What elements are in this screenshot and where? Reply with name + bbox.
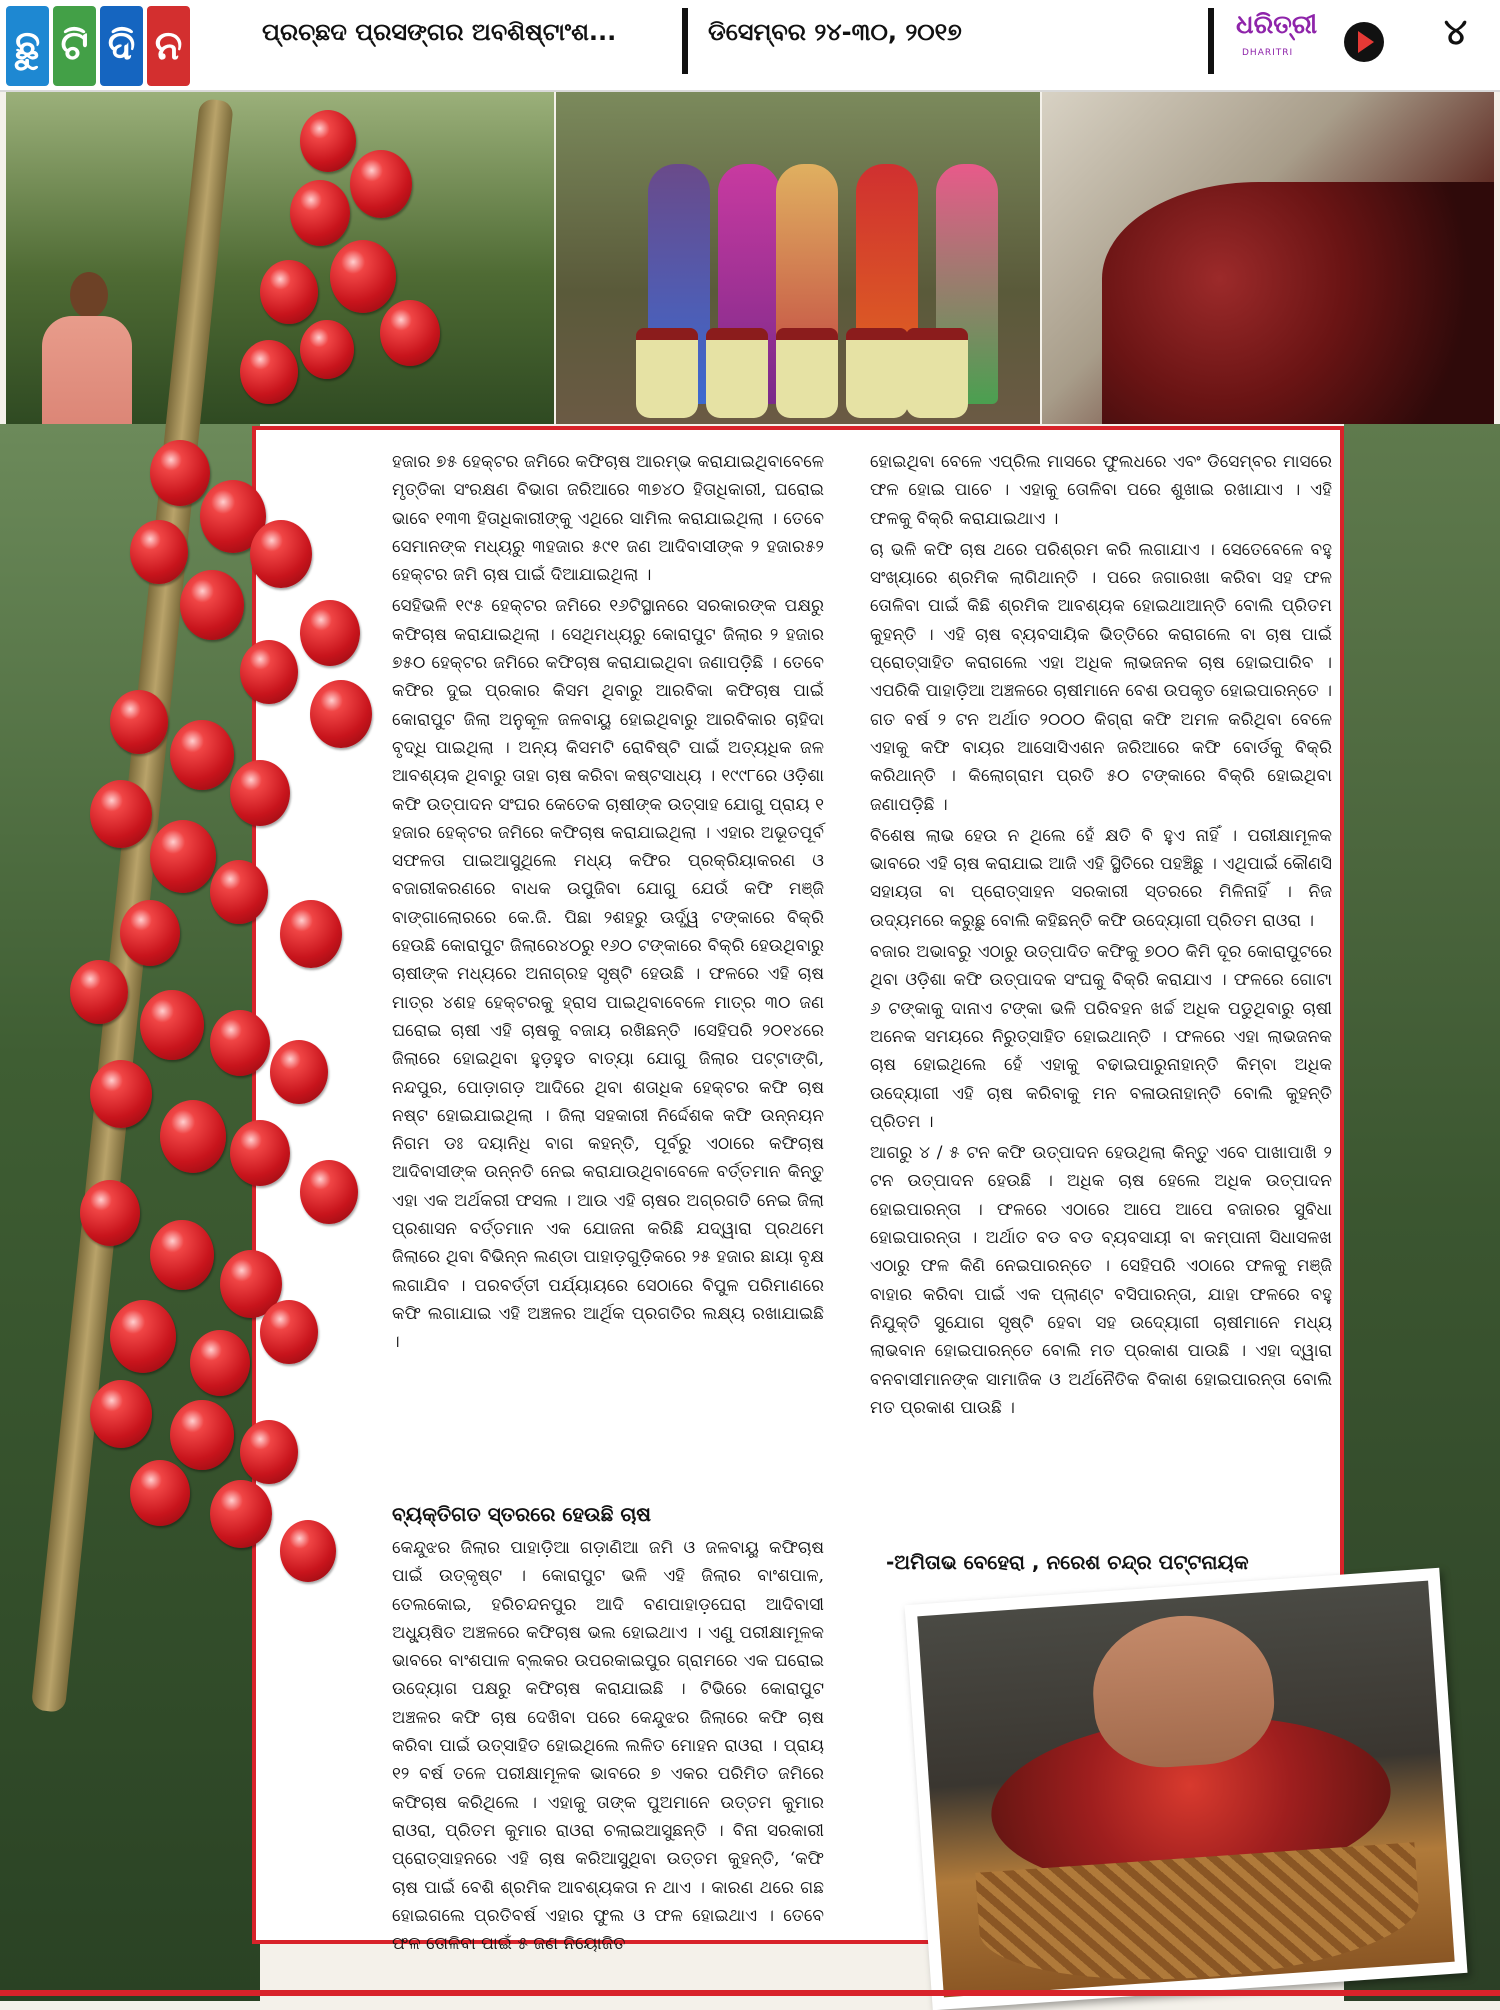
coffee-cherry	[240, 1420, 298, 1484]
dharitri-logo-sub: DHARITRI	[1242, 48, 1294, 58]
logo-letter: ନ	[147, 6, 190, 86]
article-paragraph: ବିଶେଷ ଲାଭ ହେଉ ନ ଥିଲେ ହେଁ କ୍ଷତି ବି ହୁଏ ନାହିଁ । ପରୀକ୍ଷାମୂଳକ ଭାବରେ ଏହି ଚାଷ କରାଯାଇ ଆଜି ଏହି ସ୍ଥିତିରେ ପହଞ୍ଚିଛୁ । ଏଥିପାଇଁ କୌଣସି ସହାୟତା ବା ପ୍ରୋତ୍ସାହନ ସରକାରୀ ସ୍ତରରେ ମିଳିନାହିଁ । ନିଜ ଉଦ୍ୟମରେ କରୁଛୁ ବୋଲି କହିଛନ୍ତି କଫି ଉଦ୍ୟୋଗୀ ପ୍ରିତମ ରାଓରା ।	[870, 825, 1332, 931]
coffee-cherry	[310, 680, 372, 748]
coffee-cherry	[240, 340, 298, 404]
article-paragraph: ବଜାର ଅଭାବରୁ ଏଠାରୁ ଉତ୍ପାଦିତ କଫିକୁ ୭୦୦ କିମି ଦୂର କୋରାପୁଟରେ ଥିବା ଓଡ଼ିଶା କଫି ଉତ୍ପାଦକ ସଂଘକୁ ବିକ୍ରି କରାଯାଏ । ଫଳରେ ଗୋଟା ୬ ଟଙ୍କାକୁ ଦାନାଏ ଟଙ୍କା ଭଳି ପରିବହନ ଖର୍ଚ୍ଚ ଅଧିକ ପଡୁଥିବାରୁ ଚାଷୀ ଅନେକ ସମୟରେ ନିରୁତ୍ସାହିତ ହୋଇଥାନ୍ତି । ଫଳରେ ଏହା ଲାଭଜନକ ଚାଷ ହୋଇଥିଲେ ହେଁ ଏହାକୁ ବଢାଇପାରୁନାହାନ୍ତି କିମ୍ବା ଅଧିକ ଉଦ୍ୟୋଗୀ ଏହି ଚାଷ କରିବାକୁ ମନ ବଳାଉନାହାନ୍ତି ବୋଲି କୁହନ୍ତି ପ୍ରିତମ ।	[870, 942, 1332, 1132]
coffee-cherry	[290, 180, 350, 246]
article-column-left-lower	[392, 1534, 824, 1961]
coffee-cherry	[300, 600, 360, 666]
article-paragraph: ଚା ଭଳି କଫି ଚାଷ ଥରେ ପରିଶ୍ରମ କରି ଲଗାଯାଏ । ସେତେବେଳେ ବହୁ ସଂଖ୍ୟାରେ ଶ୍ରମିକ ଲାଗିଥାନ୍ତି । ପରେ ଜଗାରଖା କରିବା ସହ ଫଳ ତୋଳିବା ପାଇଁ କିଛି ଶ୍ରମିକ ଆବଶ୍ୟକ ହୋଇଥାଆନ୍ତି ବୋଲି ପ୍ରିତମ କୁହନ୍ତି । ଏହି ଚାଷ ବ୍ୟବସାୟିକ ଭିତ୍ତିରେ କରାଗଲେ ବା ଚାଷ ପାଇଁ ପ୍ରୋତ୍ସାହିତ କରାଗଲେ ଏହା ଅଧିକ ଲାଭଜନକ ଚାଷ ହୋଇପାରିବ । ଏପରିକି ପାହାଡ଼ିଆ ଅଞ୍ଚଳରେ ଚାଷୀମାନେ ବେଶ ଉପକୃତ ହୋଇପାରନ୍ତେ । ଗତ ବର୍ଷ ୨ ଟନ ଅର୍ଥାତ ୨୦୦୦ କିଗ୍ରା କଫି ଅମଳ କରିଥିବା ବେଳେ ଏହାକୁ କଫି ବାୟର ଆସୋସିଏଶନ ଜରିଆରେ କଫି ବୋର୍ଡକୁ ବିକ୍ରି କରିଥାନ୍ତି । କିଲୋଗ୍ରାମ ପ୍ରତି ୫୦ ଟଙ୍କାରେ ବିକ୍ରି ହୋଇଥିବା ଜଣାପଡ଼ିଛି ।	[870, 539, 1332, 815]
coffee-cherry	[90, 1060, 152, 1128]
coffee-cherry	[270, 1040, 328, 1104]
coffee-cherry	[170, 720, 234, 790]
coffee-cherry	[230, 760, 290, 826]
article-paragraph: ହଜାର ୭୫ ହେକ୍ଟର ଜମିରେ କଫିଚାଷ ଆରମ୍ଭ କରାଯାଇଥିବାବେଳେ ମୃତ୍ତିକା ସଂରକ୍ଷଣ ବିଭାଗ ଜରିଆରେ ୩୭୪୦ ହିତାଧିକାରୀ, ଘରୋଇ ଭାବେ ୧୩୩ ହିତାଧିକାରୀଙ୍କୁ ଏଥିରେ ସାମିଲ କରାଯାଇଥିଲା । ତେବେ ସେମାନଙ୍କ ମଧ୍ୟରୁ ୩ହଜାର ୫୯୧ ଜଣ ଆଦିବାସୀଙ୍କ ୨ ହଜାର୫୨ ହେକ୍ଟର ଜମି ଚାଷ ପାଇଁ ଦିଆଯାଇଥିଲା ।	[392, 452, 824, 586]
bottom-rule	[0, 1990, 1500, 1996]
photo-coffee-beans-sack	[1042, 92, 1494, 424]
coffee-cherry	[90, 1380, 152, 1448]
coffee-cherry	[260, 1300, 318, 1364]
coffee-cherry	[240, 640, 298, 704]
coffee-cherry	[90, 780, 152, 848]
article-column-right	[870, 448, 1332, 1425]
logo-letter: ଛୁ	[6, 6, 49, 86]
page-number: ୪	[1444, 12, 1468, 53]
coffee-cherry	[140, 990, 204, 1060]
masthead	[0, 0, 1500, 92]
coffee-cherry	[130, 520, 188, 584]
article-paragraph: ହୋଇଥିବା ବେଳେ ଏପ୍ରିଲ ମାସରେ ଫୁଲଧରେ ଏବଂ ଡିସେମ୍ବର ମାସରେ ଫଳ ହୋଇ ପାଚେ । ଏହାକୁ ତୋଳିବା ପରେ ଶୁଖାଇ ରଖାଯାଏ । ଏହି ଫଳକୁ ବିକ୍ରି କରାଯାଇଥାଏ ।	[870, 452, 1332, 529]
coffee-cherry	[230, 1120, 290, 1186]
coffee-cherry	[300, 1160, 358, 1224]
coffee-cherry	[110, 690, 168, 754]
logo-letter: ଟି	[53, 6, 96, 86]
coffee-cherry	[190, 1330, 250, 1396]
article-paragraph: ସେହିଭଳି ୧୯୫ ହେକ୍ଟର ଜମିରେ ୧୬ଟିସ୍ଥାନରେ ସରକାରଙ୍କ ପକ୍ଷରୁ କଫିଚାଷ କରାଯାଇଥିଲା । ସେଥିମଧ୍ୟରୁ କୋରାପୁଟ ଜିଲାର ୨ ହଜାର ୭୫୦ ହେକ୍ଟର ଜମିରେ କଫିଚାଷ କରାଯାଇଥିବା ଜଣାପଡ଼ିଛି । ତେବେ କଫିର ଦୁଇ ପ୍ରକାର କିସମ ଥିବାରୁ ଆରବିକା କଫିଚାଷ ପାଇଁ କୋରାପୁଟ ଜିଲା ଅନୁକୂଳ ଜଳବାୟୁ ହୋଇଥିବାରୁ ଆରବିକାର ଚାହିଦା ବୃଦ୍ଧି ପାଇଥିଲା । ଅନ୍ୟ କିସମଟି ରୋବିଷ୍ଟି ପାଇଁ ଅତ୍ୟଧିକ ଜଳ ଆବଶ୍ୟକ ଥିବାରୁ ତାହା ଚାଷ କରିବା କଷ୍ଟସାଧ୍ୟ । ୧୯୯୮ରେ ଓଡ଼ିଶା କଫି ଉତ୍ପାଦନ ସଂଘର କେତେକ ଚାଷୀଙ୍କ ଉତ୍ସାହ ଯୋଗୁ ପ୍ରାୟ ୧ ହଜାର ହେକ୍ଟର ଜମିରେ କଫିଚାଷ କରାଯାଇଥିଲା । ଏହାର ଅଭୂତପୂର୍ବ ସଫଳତା ପାଇଆସୁଥିଲେ ମଧ୍ୟ କଫିର ପ୍ରକ୍ରିୟାକରଣ ଓ ବଜାରୀକରଣରେ ବାଧକ ଉପୁଜିବା ଯୋଗୁ ଯେଉଁ କଫି ମଞ୍ଜି ବାଙ୍ଗାଲୋରରେ କେ.ଜି. ପିଛା ୨ଶହରୁ ଊର୍ଦ୍ଧ୍ୱ ଟଙ୍କାରେ ବିକ୍ରି ହେଉଛି କୋରାପୁଟ ଜିଲାରେ୪୦ରୁ ୧୬୦ ଟଙ୍କାରେ ବିକ୍ରି ହେଉଥିବାରୁ ଚାଷୀଙ୍କ ମଧ୍ୟରେ ଅନାଗ୍ରହ ସୃଷ୍ଟି ହେଉଛି । ଫଳରେ ଏହି ଚାଷ ମାତ୍ର ୪ଶହ ହେକ୍ଟରକୁ ହ୍ରାସ ପାଇଥିବାବେଳେ ମାତ୍ର ୩୦ ଜଣ ଘରୋଇ ଚାଷୀ ଏହି ଚାଷକୁ ବଜାୟ ରଖିଛନ୍ତି ।ସେହିପରି ୨୦୧୪ରେ ଜିଲାରେ ହୋଇଥିବା ହୁଡ଼ହୁଡ ବାତ୍ୟା ଯୋଗୁ ଜିଲାର ପଟ୍ଟାଙ୍ଗି, ନନ୍ଦପୁର, ପୋଡ଼ାଗଡ଼ ଆଦିରେ ଥିବା ଶତାଧିକ ହେକ୍ଟର କଫି ଚାଷ ନଷ୍ଟ ହୋଇଯାଇଥିଲା । ଜିଲା ସହକାରୀ ନିର୍ଦ୍ଦେଶକ କଫି ଉନ୍ନୟନ ନିଗମ ଡଃ ଦୟାନିଧି ବାଗ କହନ୍ତି, ପୂର୍ବରୁ ଏଠାରେ କଫିଚାଷ ଆଦିବାସୀଙ୍କ ଉନ୍ନତି ନେଇ କରାଯାଉଥିବାବେଳେ ବର୍ତ୍ତମାନ କିନ୍ତୁ ଏହା ଏକ ଅର୍ଥକରୀ ଫସଲ । ଆଉ ଏହି ଚାଷର ଅଗ୍ରଗତି ନେଇ ଜିଲା ପ୍ରଶାସନ ବର୍ତ୍ତମାନ ଏକ ଯୋଜନା କରିଛି ଯଦ୍ୱାରା ପ୍ରଥମେ ଜିଲାରେ ଥିବା ବିଭିନ୍ନ ଲଣ୍ଡା ପାହାଡ଼ଗୁଡ଼ିକରେ ୨୫ ହଜାର ଛାୟା ବୃକ୍ଷ ଲଗାଯିବ । ପରବର୍ତ୍ତୀ ପର୍ଯ୍ୟାୟରେ ସେଠାରେ ବିପୁଳ ପରିମାଣରେ କଫି ଲଗାଯାଇ ଏହି ଅଞ୍ଚଳର ଆର୍ଥିକ ପ୍ରଗତିର ଲକ୍ଷ୍ୟ ରଖାଯାଇଛି ।	[392, 596, 824, 1353]
coffee-cherry	[350, 150, 412, 218]
coffee-cherry	[150, 820, 216, 893]
article-subheading: ବ୍ୟକ୍ତିଗତ ସ୍ତରରେ ହେଉଛି ଚାଷ	[392, 1502, 652, 1526]
divider	[682, 8, 688, 74]
coffee-cherry	[300, 320, 354, 379]
coffee-cherry	[80, 1180, 140, 1246]
coffee-cherry	[120, 900, 180, 966]
coffee-cherry	[160, 1100, 226, 1173]
coffee-cherry	[250, 520, 312, 588]
coffee-cherry	[210, 1010, 270, 1076]
coffee-cherry	[300, 110, 356, 172]
article-column-left	[392, 448, 824, 1360]
coffee-cherry	[130, 1460, 190, 1526]
coffee-cherry	[110, 1300, 176, 1373]
hands-holding-cherries	[1088, 1610, 1278, 1772]
photo-coffee-basket	[904, 1568, 1467, 2010]
coffee-cherry	[180, 570, 244, 640]
coffee-cherry	[150, 1220, 214, 1290]
farmer-figure	[42, 272, 132, 424]
photo-women-coffee-sacks	[556, 92, 1040, 424]
issue-date: ଡିସେମ୍ବର ୨୪-୩୦, ୨୦୧୭	[708, 18, 962, 46]
coffee-cherry	[150, 440, 210, 506]
article-paragraph: ଆଗରୁ ୪ / ୫ ଟନ କଫି ଉତ୍ପାଦନ ହେଉଥିଲା କିନ୍ତୁ ଏବେ ପାଖାପାଖି ୨ ଟନ ଉତ୍ପାଦନ ହେଉଛି । ଅଧିକ ଚାଷ ହେଲେ ଅଧିକ ଉତ୍ପାଦନ ହୋଇପାରନ୍ତା । ଫଳରେ ଏଠାରେ ଆପେ ଆପେ ବଜାରର ସୁବିଧା ହୋଇପାରନ୍ତା । ଅର୍ଥାତ ବଡ ବଡ ବ୍ୟବସାୟୀ ବା କମ୍ପାନୀ ସିଧାସଳଖ ଏଠାରୁ ଫଳ କିଣି ନେଇପାରନ୍ତେ । ସେହିପରି ଏଠାରେ ଫଳକୁ ମଞ୍ଜି ବାହାର କରିବା ପାଇଁ ଏକ ପ୍ଲାଣ୍ଟ ବସିପାରନ୍ତା, ଯାହା ଫଳରେ ବହୁ ନିଯୁକ୍ତି ସୁଯୋଗ ସୃଷ୍ଟି ହେବା ସହ ଉଦ୍ୟୋଗୀ ଚାଷୀମାନେ ମଧ୍ୟ ଲାଭବାନ ହୋଇପାରନ୍ତେ ବୋଲି ମତ ପ୍ରକାଶ ପାଉଛି । ଏହା ଦ୍ୱାରା ବନବାସୀମାନଙ୍କ ସାମାଜିକ ଓ ଅର୍ଥନୈତିକ ବିକାଶ ହୋଇପାରନ୍ତା ବୋଲି ମତ ପ୍ରକାଶ ପାଉଛି ।	[870, 1143, 1332, 1418]
section-title: ପ୍ରଚ୍ଛଦ ପ୍ରସଙ୍ଗର ଅବଶିଷ୍ଟାଂଶ...	[262, 18, 617, 46]
coffee-cherry	[210, 1480, 272, 1548]
logo-letter: ଦି	[100, 6, 143, 86]
coffee-cherry	[280, 1520, 336, 1582]
play-icon	[1344, 22, 1384, 62]
coffee-cherry	[380, 300, 440, 366]
coffee-cherry	[330, 240, 396, 313]
coffee-cherry	[210, 860, 268, 924]
coffee-cherry	[260, 260, 318, 324]
coffee-cherry	[170, 1400, 234, 1470]
divider	[1208, 8, 1214, 74]
article-byline: -ଅମିତାଭ ବେହେରା , ନରେଶ ଚନ୍ଦ୍ର ପଟ୍ଟନାୟକ	[886, 1550, 1249, 1574]
coffee-cherry	[70, 960, 128, 1024]
dharitri-logo: ଧରିତ୍ରୀ	[1236, 10, 1318, 40]
coffee-cherry	[280, 900, 342, 968]
chhutidina-logo	[6, 6, 190, 86]
article-paragraph: କେନ୍ଦୁଝର ଜିଲାର ପାହାଡ଼ିଆ ଗଡ଼ାଣିଆ ଜମି ଓ ଜଳବାୟୁ କଫିଚାଷ ପାଇଁ ଉତ୍କୃଷ୍ଟ । କୋରାପୁଟ ଭଳି ଏହି ଜିଲାର ବାଂଶପାଳ, ତେଲକୋଇ, ହରିଚନ୍ଦନପୁର ଆଦି ବଣପାହାଡ଼ଘେରା ଆଦିବାସୀ ଅଧ୍ୟୁଷିତ ଅଞ୍ଚଳରେ କଫିଚାଷ ଭଲ ହୋଇଥାଏ । ଏଣୁ ପରୀକ୍ଷାମୂଳକ ଭାବରେ ବାଂଶପାଳ ବ୍ଲକର ଉପରକାଇପୁର ଗ୍ରାମରେ ଏକ ଘରୋଇ ଉଦ୍ୟୋଗ ପକ୍ଷରୁ କଫିଚାଷ କରାଯାଇଛି । ଟିଭିରେ କୋରାପୁଟ ଅଞ୍ଚଳର କଫି ଚାଷ ଦେଖିବା ପରେ କେନ୍ଦୁଝର ଜିଲାରେ କଫି ଚାଷ କରିବା ପାଇଁ ଉତ୍ସାହିତ ହୋଇଥିଲେ ଲଳିତ ମୋହନ ରାଓରା । ପ୍ରାୟ ୧୨ ବର୍ଷ ତଳେ ପରୀକ୍ଷାମୂଳକ ଭାବରେ ୭ ଏକର ପରିମିତ ଜମିରେ କଫିଚାଷ କରିଥିଲେ । ଏହାକୁ ତାଙ୍କ ପୁଅମାନେ ଉତ୍ତମ କୁମାର ରାଓରା, ପ୍ରିତମ କୁମାର ରାଓରା ଚଲାଇଆସୁଛନ୍ତି । ବିନା ସରକାରୀ ପ୍ରୋତ୍ସାହନରେ ଏହି ଚାଷ କରିଆସୁଥିବା ଉତ୍ତମ କୁହନ୍ତି, ‘କଫି ଚାଷ ପାଇଁ ବେଶି ଶ୍ରମିକ ଆବଶ୍ୟକତା ନ ଥାଏ । କାରଣ ଥରେ ଗଛ ହୋଇଗଲେ ପ୍ରତିବର୍ଷ ଏହାର ଫୁଲ ଓ ଫଳ ହୋଇଥାଏ । ତେବେ ଫଳ ତୋଳିବା ପାଇଁ ୫ ଜଣ ନିୟୋଜିତ	[392, 1538, 824, 1955]
